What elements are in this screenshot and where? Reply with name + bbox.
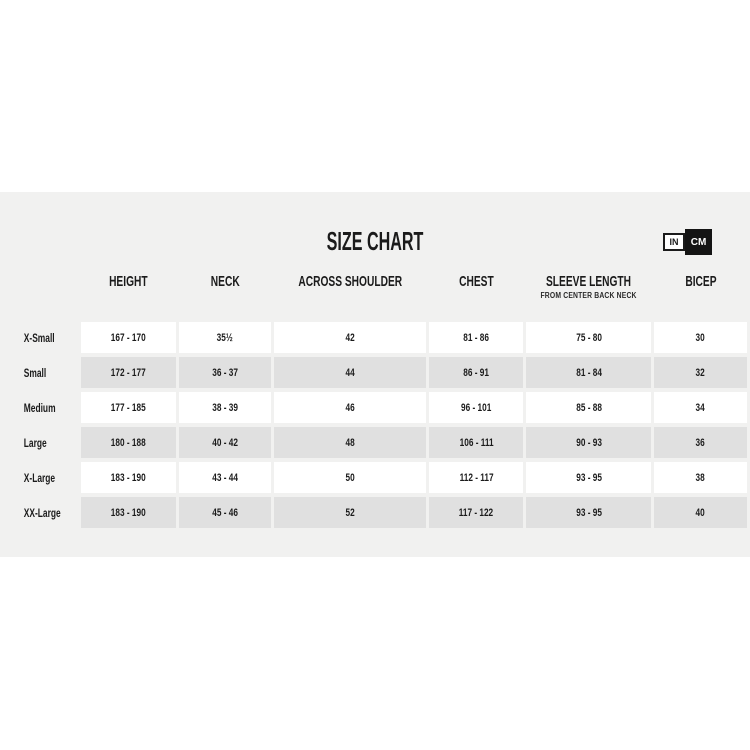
cell-medium-neck: [179, 392, 271, 423]
cell-value: 43 - 44: [211, 471, 238, 484]
cell-value: 177 - 185: [110, 401, 146, 414]
cell-value: 38: [695, 471, 706, 484]
cell-value: 90 - 93: [575, 436, 602, 449]
cell-value: 36 - 37: [211, 366, 238, 379]
cell-x-small-neck: [179, 322, 271, 353]
cell-value: 183 - 190: [110, 506, 146, 519]
column-header-sleeve-length: [526, 266, 651, 318]
row-label-text: Small: [23, 365, 47, 380]
cell-value: 35½: [216, 331, 233, 344]
cell-medium-across-shoulder: [274, 392, 427, 423]
cell-value: 81 - 84: [575, 366, 602, 379]
unit-toggle[interactable]: [663, 229, 712, 255]
column-header-sleeve-length-label: SLEEVE LENGTH: [546, 273, 632, 290]
cell-large-across-shoulder: [274, 427, 427, 458]
unit-toggle-in-button[interactable]: IN: [663, 233, 685, 251]
cell-value: 32: [695, 366, 706, 379]
cell-value: 85 - 88: [575, 401, 602, 414]
cell-value: 48: [345, 436, 355, 449]
cell-small-across-shoulder: [274, 357, 427, 388]
row-label-medium: [21, 392, 78, 423]
column-header-across-shoulder-label: ACROSS SHOULDER: [298, 273, 403, 290]
row-label-small: [21, 357, 78, 388]
cell-large-sleeve-length: [526, 427, 651, 458]
cell-value: 34: [695, 401, 706, 414]
cell-value: 96 - 101: [461, 401, 492, 414]
cell-medium-sleeve-length: [526, 392, 651, 423]
row-label-text: XX-Large: [23, 505, 61, 520]
cell-value: 183 - 190: [110, 471, 146, 484]
column-header-neck: [179, 266, 271, 318]
table-row-small: [21, 357, 747, 388]
cell-medium-height: [81, 392, 176, 423]
cell-x-small-across-shoulder: [274, 322, 427, 353]
cell-x-small-height: [81, 322, 176, 353]
cell-xx-large-height: [81, 497, 176, 528]
cell-small-bicep: [654, 357, 747, 388]
cell-x-large-across-shoulder: [274, 462, 427, 493]
cell-value: 86 - 91: [463, 366, 490, 379]
cell-value: 93 - 95: [575, 471, 602, 484]
table-row-medium: [21, 392, 747, 423]
cell-value: 30: [695, 331, 706, 344]
cell-large-neck: [179, 427, 271, 458]
cell-x-large-height: [81, 462, 176, 493]
cell-value: 93 - 95: [575, 506, 602, 519]
size-chart-panel: [0, 192, 750, 557]
cell-small-sleeve-length: [526, 357, 651, 388]
cell-value: 40 - 42: [211, 436, 238, 449]
size-chart-column-headers: [21, 266, 747, 318]
size-chart-table: [18, 262, 750, 532]
cell-xx-large-bicep: [654, 497, 747, 528]
cell-value: 50: [345, 471, 355, 484]
column-header-bicep-label: BICEP: [684, 273, 717, 290]
cell-x-large-chest: [429, 462, 523, 493]
cell-x-small-sleeve-length: [526, 322, 651, 353]
size-chart-header: [0, 192, 750, 254]
cell-small-height: [81, 357, 176, 388]
cell-value: 81 - 86: [463, 331, 490, 344]
row-label-text: X-Small: [23, 330, 55, 345]
cell-value: 42: [345, 331, 355, 344]
row-label-x-small: [21, 322, 78, 353]
cell-value: 36: [695, 436, 706, 449]
cell-xx-large-sleeve-length: [526, 497, 651, 528]
column-header-height-label: HEIGHT: [109, 273, 148, 290]
column-header-bicep: [654, 266, 747, 318]
column-header-chest-label: CHEST: [458, 273, 494, 290]
cell-value: 38 - 39: [211, 401, 238, 414]
cell-value: 75 - 80: [575, 331, 602, 344]
cell-x-small-bicep: [654, 322, 747, 353]
cell-value: 46: [345, 401, 355, 414]
cell-x-large-bicep: [654, 462, 747, 493]
cell-x-large-sleeve-length: [526, 462, 651, 493]
table-row-x-small: [21, 322, 747, 353]
cell-small-chest: [429, 357, 523, 388]
cell-small-neck: [179, 357, 271, 388]
table-row-x-large: [21, 462, 747, 493]
cell-value: 44: [345, 366, 355, 379]
cell-x-large-neck: [179, 462, 271, 493]
cell-value: 52: [345, 506, 355, 519]
table-row-large: [21, 427, 747, 458]
column-header-height: [81, 266, 176, 318]
table-row-xx-large: [21, 497, 747, 528]
row-label-x-large: [21, 462, 78, 493]
column-header-chest: [429, 266, 523, 318]
cell-value: 40: [695, 506, 706, 519]
column-header-sleeve-length-sublabel: FROM CENTER BACK NECK: [540, 291, 637, 300]
cell-medium-bicep: [654, 392, 747, 423]
row-label-text: Large: [23, 435, 47, 450]
cell-large-chest: [429, 427, 523, 458]
column-header-neck-label: NECK: [210, 273, 240, 290]
cell-value: 117 - 122: [459, 506, 494, 519]
cell-large-height: [81, 427, 176, 458]
cell-large-bicep: [654, 427, 747, 458]
size-chart-title: [0, 192, 750, 254]
row-label-xx-large: [21, 497, 78, 528]
row-label-large: [21, 427, 78, 458]
unit-toggle-cm-button[interactable]: CM: [685, 229, 712, 255]
column-header-across-shoulder: [274, 266, 427, 318]
cell-value: 106 - 111: [459, 436, 494, 449]
cell-value: 45 - 46: [211, 506, 238, 519]
cell-x-small-chest: [429, 322, 523, 353]
row-label-text: Medium: [23, 400, 56, 415]
column-header-empty: [21, 266, 78, 318]
cell-value: 112 - 117: [459, 471, 494, 484]
cell-medium-chest: [429, 392, 523, 423]
cell-value: 167 - 170: [110, 331, 146, 344]
cell-value: 180 - 188: [110, 436, 146, 449]
row-label-text: X-Large: [23, 470, 56, 485]
size-chart-title-text: SIZE CHART: [326, 226, 424, 256]
cell-value: 172 - 177: [110, 366, 146, 379]
cell-xx-large-across-shoulder: [274, 497, 427, 528]
cell-xx-large-chest: [429, 497, 523, 528]
cell-xx-large-neck: [179, 497, 271, 528]
